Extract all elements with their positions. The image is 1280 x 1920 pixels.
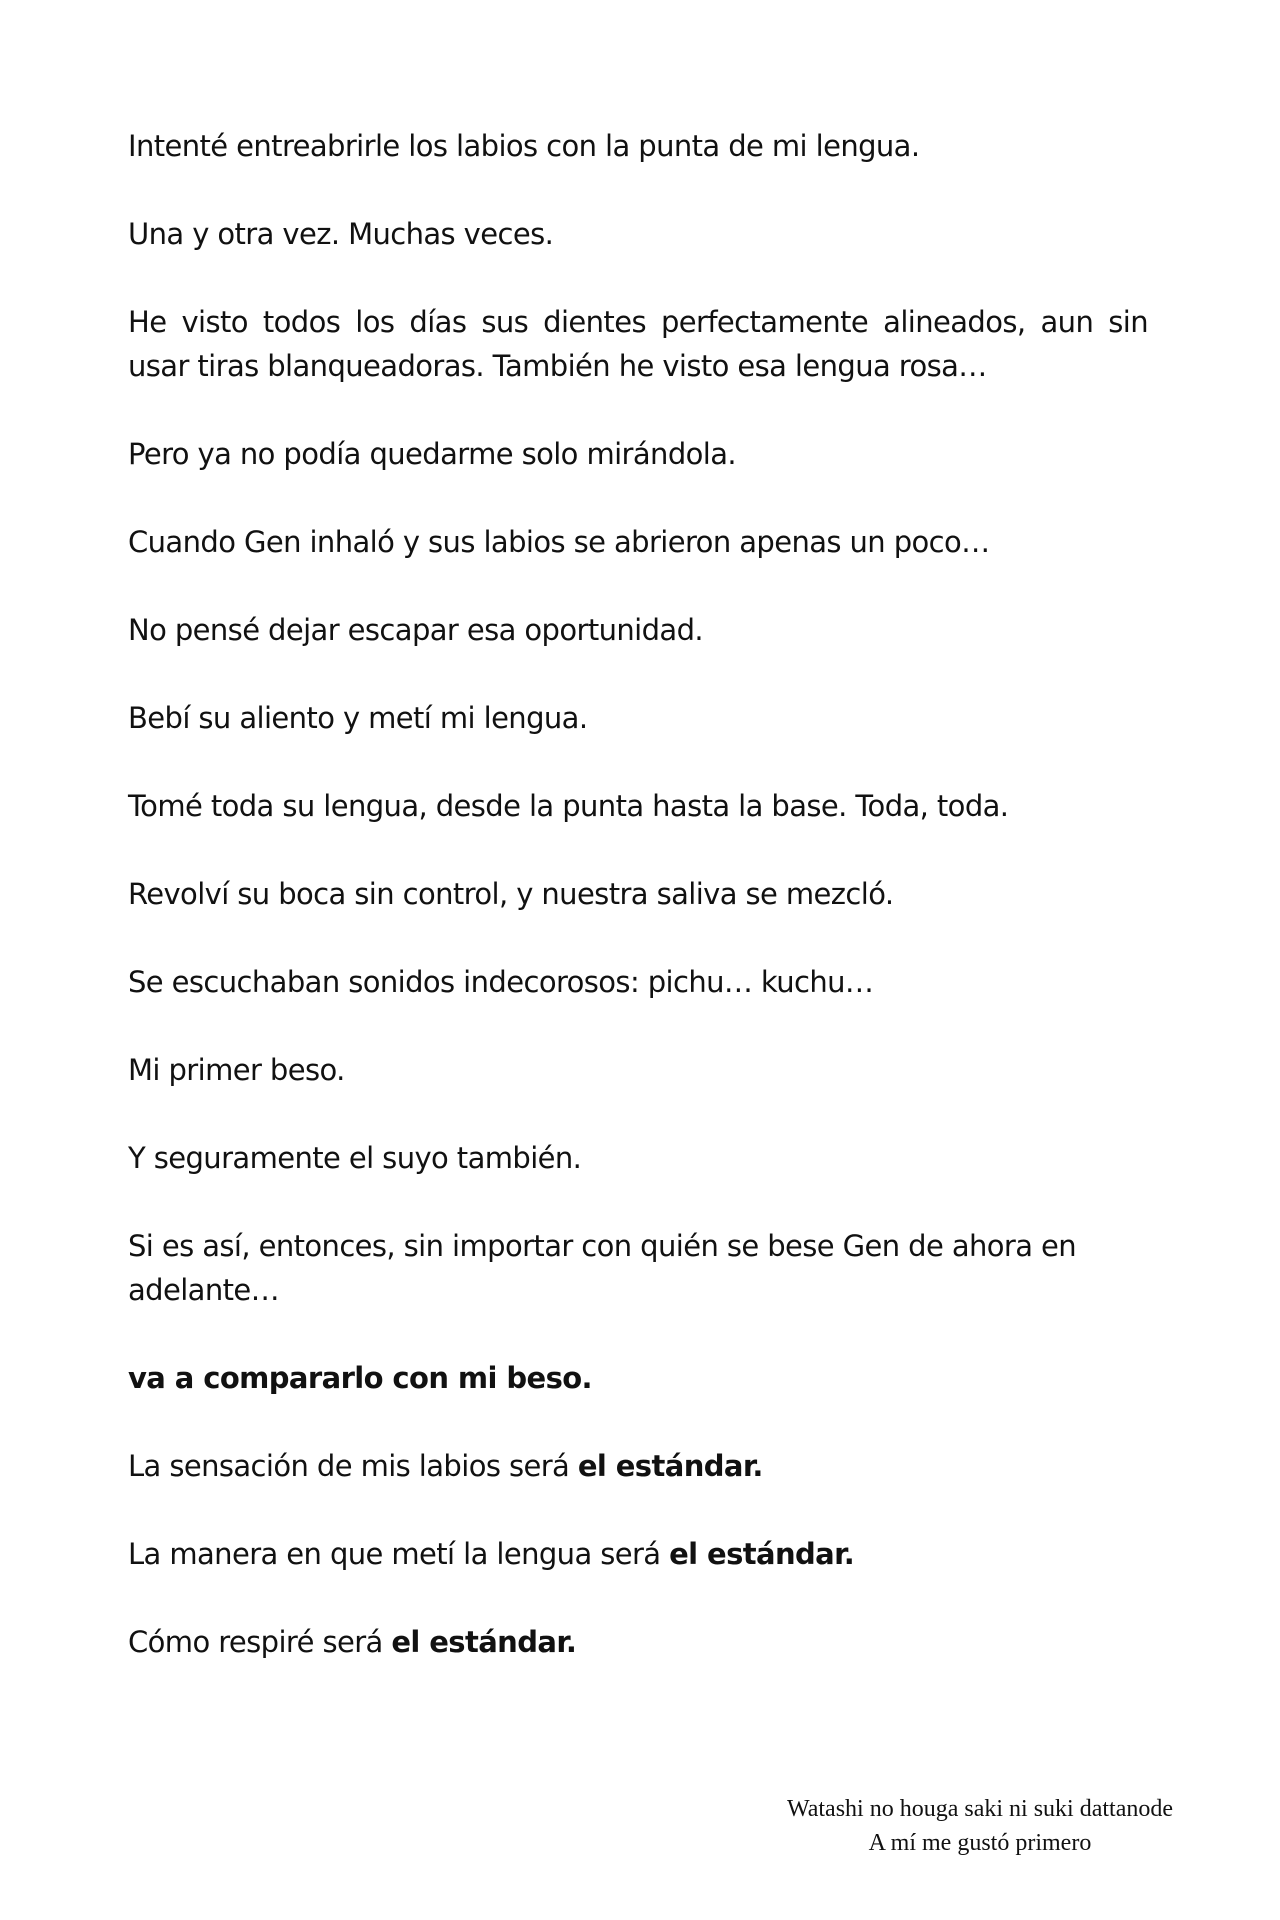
paragraph (128, 520, 1148, 564)
paragraph-text: Bebí su aliento y metí mi lengua. (128, 701, 588, 735)
bold-text: el estándar. (669, 1537, 855, 1571)
paragraph-text: Mi primer beso. (128, 1053, 345, 1087)
paragraph-text: He visto todos los días sus dientes perfectamente alineados, aun sin usar tiras blanqueadoras. También he visto esa lengua rosa… (128, 305, 1148, 383)
paragraph (128, 1048, 1148, 1092)
paragraph-text: No pensé dejar escapar esa oportunidad. (128, 613, 704, 647)
paragraph-text: Intenté entreabrirle los labios con la punta de mi lengua. (128, 129, 920, 163)
bold-text: va a compararlo con mi beso. (128, 1361, 592, 1395)
paragraph-text: Cuando Gen inhaló y sus labios se abrieron apenas un poco… (128, 525, 990, 559)
paragraph (128, 1532, 1148, 1576)
paragraph (128, 960, 1148, 1004)
paragraph-text: La manera en que metí la lengua será (128, 1537, 670, 1571)
footer-original-title: Watashi no houga saki ni suki dattanode (787, 1796, 1173, 1822)
paragraph (128, 1620, 1148, 1664)
paragraph-emphasis (128, 1356, 1148, 1400)
paragraph-text: Tomé toda su lengua, desde la punta hasta la base. Toda, toda. (128, 789, 1009, 823)
paragraph-text: Revolví su boca sin control, y nuestra saliva se mezcló. (128, 877, 894, 911)
paragraph (128, 784, 1148, 828)
paragraph-text: Pero ya no podía quedarme solo mirándola. (128, 437, 737, 471)
paragraph-text: Y seguramente el suyo también. (128, 1141, 582, 1175)
paragraph (128, 212, 1148, 256)
page-footer (740, 1792, 1220, 1860)
paragraph (128, 696, 1148, 740)
bold-text: el estándar. (577, 1449, 763, 1483)
page-body (128, 124, 1148, 1708)
paragraph (128, 1444, 1148, 1488)
paragraph-text: La sensación de mis labios será (128, 1449, 578, 1483)
paragraph-text: Una y otra vez. Muchas veces. (128, 217, 554, 251)
paragraph (128, 1224, 1148, 1312)
paragraph (128, 1136, 1148, 1180)
paragraph-text: Cómo respiré será (128, 1625, 392, 1659)
paragraph (128, 432, 1148, 476)
paragraph (128, 300, 1148, 388)
paragraph (128, 124, 1148, 168)
bold-text: el estándar. (391, 1625, 577, 1659)
paragraph-text: Si es así, entonces, sin importar con quién se bese Gen de ahora en adelante… (128, 1229, 1077, 1307)
paragraph (128, 608, 1148, 652)
paragraph (128, 872, 1148, 916)
paragraph-text: Se escuchaban sonidos indecorosos: pichu… kuchu… (128, 965, 874, 999)
footer-translated-title: A mí me gustó primero (868, 1830, 1092, 1856)
